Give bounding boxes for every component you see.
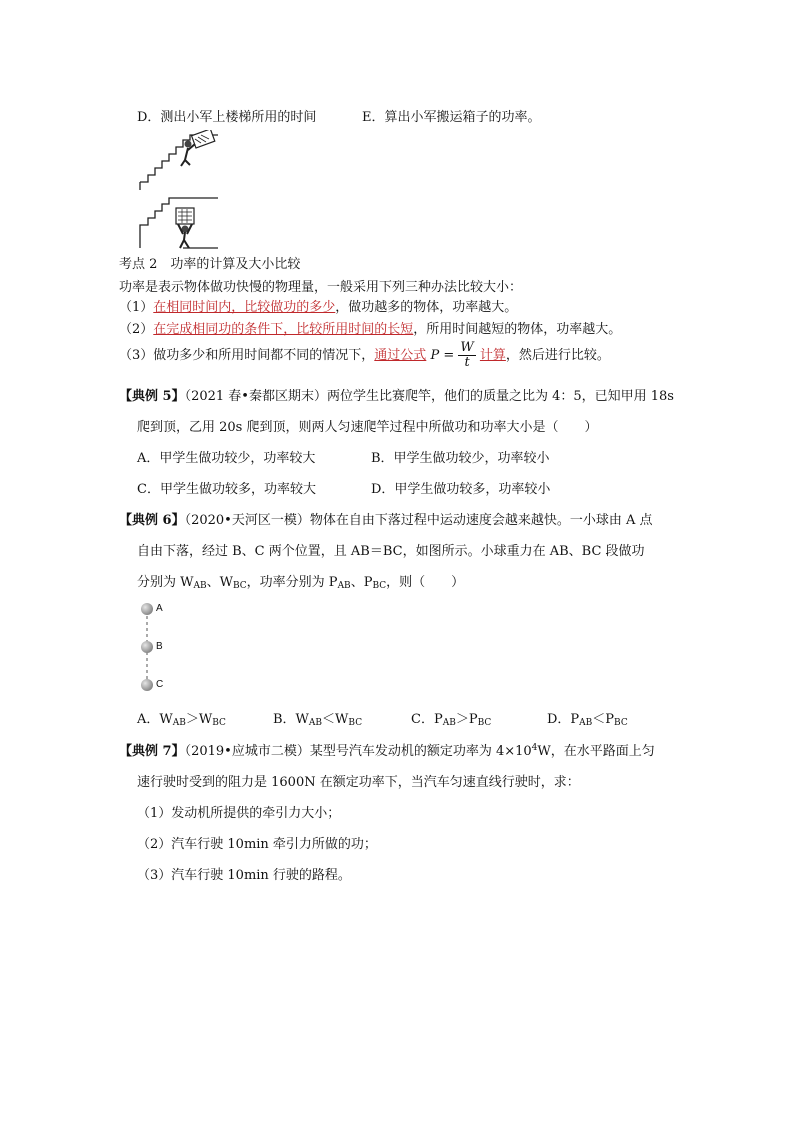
- method-2: （2）在完成相同功的条件下，比较所用时间的长短，所用时间越短的物体，功率越大。: [119, 322, 622, 337]
- option-e: E．算出小军搬运箱子的功率。: [362, 110, 541, 125]
- method-1: （1）在相同时间内，比较做功的多少，做功越多的物体，功率越大。: [119, 300, 518, 315]
- person-with-box-bottom-icon: [176, 208, 194, 248]
- section-title: 考点 2 功率的计算及大小比较: [119, 257, 301, 272]
- ex5-line2: 爬到顶，乙用 20s 爬到顶，则两人匀速爬竿过程中所做功和功率大小是（ ）: [137, 420, 598, 435]
- staircase-figure: [138, 130, 220, 250]
- ex6-option-c: C．$P_{AB}>P_{BC}$: [411, 712, 492, 728]
- ex6-option-a: A．$W_{AB}>W_{BC}$: [137, 712, 226, 728]
- ex7-question-1: （1）发动机所提供的牵引力大小；: [137, 806, 341, 821]
- method-3: （3）做功多少和所用时间都不同的情况下，通过公式 P = $\frac{W}{t}$ 计算，然后进行比较。: [119, 340, 610, 370]
- ex5-option-a: A．甲学生做功较少，功率较大: [137, 451, 316, 466]
- ball-c-icon: [141, 679, 153, 691]
- ex6-option-d: D．$P_{AB}<P_{BC}$: [547, 712, 628, 728]
- formula-fraction: $\frac{W}{t}$: [460, 340, 474, 370]
- ex7-line1: 【典例 7】（2019•应城市二模）某型号汽车发动机的额定功率为 $4\times 10^4W$，在水平路面上匀: [119, 743, 655, 759]
- ex5-option-b: B．甲学生做功较少，功率较小: [371, 451, 550, 466]
- ex7-question-3: （3）汽车行驶 10min 行驶的路程。: [137, 868, 351, 883]
- ex6-line2: 自由下落，经过 B、C 两个位置，且 AB＝BC，如图所示。小球重力在 AB、BC 段做功: [137, 544, 645, 559]
- person-with-box-top-icon: [181, 130, 215, 166]
- formula-lhs: P =: [430, 348, 455, 363]
- ex5-option-d: D．甲学生做功较多，功率较小: [371, 482, 551, 497]
- ex6-line1: 【典例 6】（2020•天河区一模）物体在自由下落过程中运动速度会越来越快。一小球由 A 点: [119, 513, 653, 528]
- ex7-question-2: （2）汽车行驶 10min 牵引力所做的功；: [137, 837, 377, 852]
- label-a: A: [156, 603, 163, 614]
- ex5-option-c: C．甲学生做功较多，功率较大: [137, 482, 316, 497]
- ball-a-icon: [141, 603, 153, 615]
- section-intro: 功率是表示物体做功快慢的物理量，一般采用下列三种办法比较大小：: [119, 280, 523, 295]
- ex6-option-b: B．$W_{AB}<W_{BC}$: [273, 712, 363, 728]
- ex7-line2: 速行驶时受到的阻力是 1600N 在额定功率下，当汽车匀速直线行驶时，求：: [137, 775, 580, 790]
- option-d: D．测出小军上楼梯所用的时间: [137, 110, 317, 125]
- ball-b-icon: [141, 641, 153, 653]
- label-c: C: [156, 679, 164, 690]
- ex5-line1: 【典例 5】（2021 春•秦都区期末）两位学生比赛爬竿，他们的质量之比为 4：5，已知甲用 18s: [119, 389, 674, 404]
- label-b: B: [156, 641, 163, 652]
- ex6-line3: 分别为 $W_{AB}$、$W_{BC}$，功率分别为 $P_{AB}$、$P_{BC}$，则（ ）: [137, 575, 465, 591]
